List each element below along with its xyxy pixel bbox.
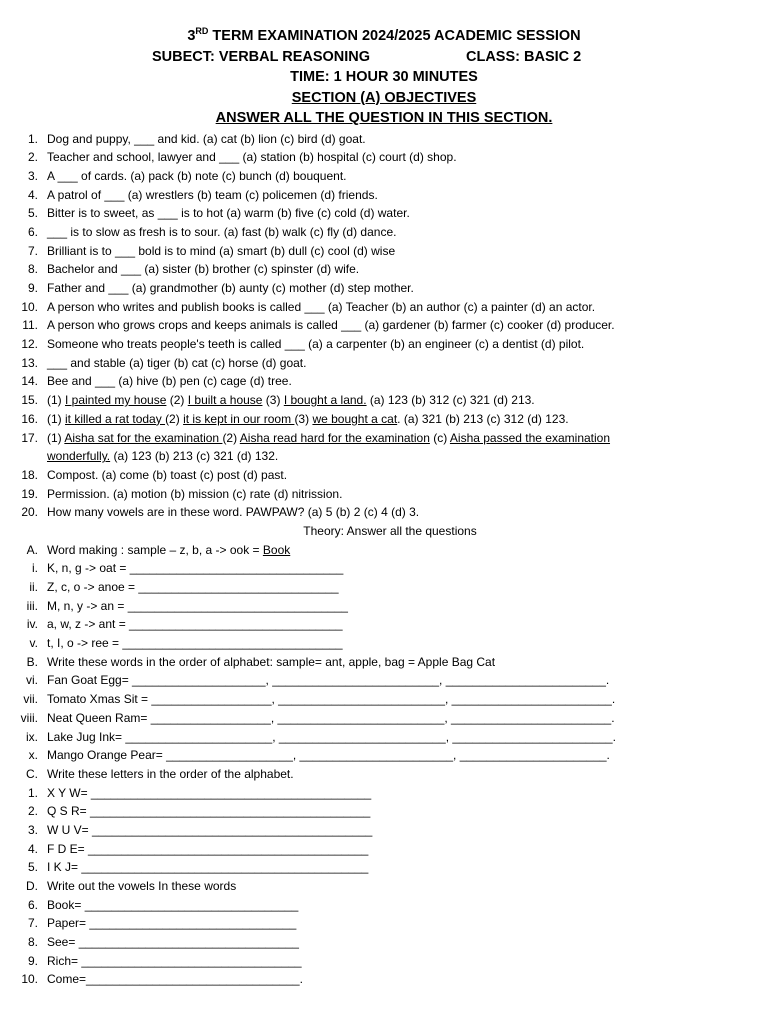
section-a-word-making bbox=[0, 541, 768, 653]
question-item bbox=[0, 410, 768, 429]
option-prefix: (c) bbox=[429, 430, 450, 445]
item-text: Come=________________________________. bbox=[47, 972, 303, 987]
item-text: Q S R= __________________________________________ bbox=[47, 804, 371, 819]
sentence-1: Aisha sat for the examination bbox=[64, 430, 223, 445]
question-number: 11. bbox=[22, 318, 38, 333]
item-text: t, I, o -> ree = _________________________________ bbox=[47, 636, 343, 651]
question-text: Teacher and school, lawyer and ___ (a) station (b) hospital (c) court (d) shop. bbox=[47, 150, 457, 165]
question-text: A patrol of ___ (a) wrestlers (b) team (c) policemen (d) friends. bbox=[47, 187, 378, 202]
item-text: Mango Orange Pear= ___________________, _______________________, ______________________. bbox=[47, 748, 610, 763]
item-number: 1. bbox=[27, 785, 38, 800]
question-text: Father and ___ (a) grandmother (b) aunty (c) mother (d) step mother. bbox=[47, 281, 414, 295]
objective-questions bbox=[0, 130, 768, 522]
item-number: 3. bbox=[27, 822, 38, 837]
item-text: Paper= _______________________________ bbox=[47, 916, 297, 931]
item-number: v. bbox=[29, 636, 38, 651]
item-number: i. bbox=[32, 561, 38, 576]
question-text: A person who writes and publish books is called ___ (a) Teacher (b) an author (c) a painter (d) an actor. bbox=[47, 299, 596, 314]
section-heading bbox=[0, 877, 768, 896]
option-prefix: (3) bbox=[294, 411, 313, 426]
item-number: vii. bbox=[23, 692, 38, 707]
question-item bbox=[0, 148, 768, 167]
section-instruction-text: Write these letters in the order of the alphabet. bbox=[47, 766, 294, 781]
question-text bbox=[47, 410, 569, 429]
exam-title bbox=[0, 26, 768, 47]
option-prefix: (3) bbox=[262, 393, 284, 408]
answer-line bbox=[0, 746, 768, 765]
question-number: 16. bbox=[21, 411, 38, 426]
section-b-alphabetical-words bbox=[0, 653, 768, 765]
item-text: Z, c, o -> anoe = ______________________________ bbox=[47, 580, 339, 594]
sentence-2: Aisha read hard for the examination bbox=[239, 430, 430, 445]
question-item bbox=[0, 372, 768, 391]
question-text: How many vowels are in these word. PAWPAW? (a) 5 (b) 2 (c) 4 (d) 3. bbox=[47, 505, 420, 520]
question-number: 6. bbox=[27, 224, 38, 239]
item-text: Tomato Xmas Sit = __________________, _________________________, ________________________. bbox=[47, 692, 616, 707]
section-letter: C. bbox=[26, 766, 38, 781]
section-instruction-text bbox=[47, 541, 290, 560]
item-text: Neat Queen Ram= __________________, _________________________, ________________________. bbox=[47, 710, 615, 725]
subject-label: SUBECT: VERBAL REASONING bbox=[152, 48, 371, 65]
item-number: 8. bbox=[27, 935, 38, 950]
question-text: ___ and stable (a) tiger (b) cat (c) horse (d) goat. bbox=[47, 355, 307, 370]
question-number: 20. bbox=[21, 505, 38, 520]
answer-options: (a) 123 (b) 213 (c) 321 (d) 132. bbox=[110, 449, 279, 464]
question-number: 18. bbox=[21, 467, 38, 482]
title-text: TERM EXAMINATION 2024/2025 ACADEMIC SESSION bbox=[208, 28, 581, 44]
item-text: M, n, y -> an = _________________________________ bbox=[47, 598, 348, 613]
question-text: Bitter is to sweet, as ___ is to hot (a) warm (b) five (c) cold (d) water. bbox=[47, 206, 410, 221]
question-text: Compost. (a) come (b) toast (c) post (d) past. bbox=[47, 467, 288, 482]
question-text: Bachelor and ___ (a) sister (b) brother (c) spinster (d) wife. bbox=[47, 262, 360, 277]
answer-options: . (a) 321 (b) 213 (c) 312 (d) 123. bbox=[397, 411, 569, 426]
answer-line bbox=[0, 578, 768, 597]
section-c-alphabetical-letters bbox=[0, 765, 768, 877]
item-text: a, w, z -> ant = ________________________________ bbox=[47, 617, 343, 632]
question-item bbox=[0, 466, 768, 485]
question-item bbox=[0, 242, 768, 261]
question-number: 17. bbox=[21, 430, 38, 445]
section-heading bbox=[0, 541, 768, 560]
item-number: ix. bbox=[26, 729, 38, 744]
item-number: ii. bbox=[29, 580, 38, 594]
answer-line bbox=[0, 709, 768, 728]
item-number: 5. bbox=[27, 860, 38, 875]
item-text: X Y W= __________________________________________ bbox=[47, 785, 372, 800]
item-text: I K J= ___________________________________________ bbox=[47, 860, 369, 875]
sentence-2: I built a house bbox=[187, 393, 263, 408]
question-number: 7. bbox=[27, 243, 38, 258]
answer-line bbox=[0, 559, 768, 578]
section-letter: D. bbox=[26, 879, 38, 893]
answer-line bbox=[0, 671, 768, 690]
question-item bbox=[0, 279, 768, 298]
question-number: 13. bbox=[21, 355, 38, 370]
item-text: Rich= _________________________________ bbox=[47, 953, 302, 968]
time-label: TIME: 1 HOUR 30 MINUTES bbox=[290, 69, 478, 85]
item-number: 10. bbox=[21, 972, 38, 987]
section-heading bbox=[0, 653, 768, 672]
answer-line bbox=[0, 802, 768, 821]
option-prefix: (2) bbox=[165, 411, 184, 426]
sentence-3: we bought a cat bbox=[312, 411, 398, 426]
item-text: Lake Jug Ink= ______________________, _________________________, ________________________. bbox=[47, 729, 616, 744]
question-number: 15. bbox=[21, 393, 38, 408]
section-instruction-text: Write out the vowels In these words bbox=[47, 879, 237, 893]
question-text bbox=[47, 391, 535, 410]
question-item bbox=[0, 130, 768, 149]
sentence-3: I bought a land. bbox=[283, 393, 367, 408]
question-number: 2. bbox=[27, 150, 38, 165]
instruction-text: ANSWER ALL THE QUESTION IN THIS SECTION. bbox=[215, 110, 553, 126]
question-text: Someone who treats people's teeth is called ___ (a) a carpenter (b) an engineer (c) a dentist (d) pilot. bbox=[47, 337, 585, 352]
question-number: 9. bbox=[27, 281, 38, 295]
title-ordinal: 3 bbox=[187, 28, 196, 44]
item-number: 7. bbox=[27, 916, 38, 931]
option-prefix: (1) bbox=[47, 430, 65, 445]
question-number: 3. bbox=[27, 168, 38, 183]
item-text: Fan Goat Egg= ____________________, _________________________, ________________________. bbox=[47, 673, 610, 688]
item-text: See= _________________________________ bbox=[47, 935, 299, 950]
item-number: vi. bbox=[26, 673, 38, 688]
title-ordinal-suffix: RD bbox=[195, 26, 209, 37]
section-instruction-text: Write these words in the order of alphabet: sample= ant, apple, bag = Apple Bag Cat bbox=[47, 654, 496, 669]
item-number: 9. bbox=[27, 953, 38, 968]
question-text-continued bbox=[47, 447, 278, 466]
sentence-2: it is kept in our room bbox=[183, 411, 295, 426]
answer-line bbox=[0, 952, 768, 971]
question-item bbox=[0, 503, 768, 522]
class-label: CLASS: BASIC 2 bbox=[466, 48, 582, 65]
item-text: F D E= __________________________________________ bbox=[47, 841, 369, 856]
subject-class-line bbox=[0, 47, 768, 68]
question-text: ___ is to slow as fresh is to sour. (a) fast (b) walk (c) fly (d) dance. bbox=[47, 224, 397, 239]
question-item bbox=[0, 316, 768, 335]
section-d-vowels bbox=[0, 877, 768, 989]
question-item bbox=[0, 429, 768, 448]
item-number: viii. bbox=[20, 710, 38, 725]
question-text: Dog and puppy, ___ and kid. (a) cat (b) lion (c) bird (d) goat. bbox=[47, 131, 366, 146]
answer-line bbox=[0, 858, 768, 877]
question-number: 14. bbox=[21, 374, 38, 389]
section-heading bbox=[0, 765, 768, 784]
question-item bbox=[0, 391, 768, 410]
question-item bbox=[0, 223, 768, 242]
answer-line bbox=[0, 970, 768, 989]
question-number: 8. bbox=[27, 262, 38, 277]
sample-text: Word making : sample – z, b, a -> ook = bbox=[47, 542, 263, 557]
question-item bbox=[0, 485, 768, 504]
section-letter: A. bbox=[26, 542, 38, 557]
item-text: W U V= __________________________________________ bbox=[47, 822, 373, 837]
question-text: Permission. (a) motion (b) mission (c) rate (d) nitrission. bbox=[47, 486, 343, 501]
section-letter: B. bbox=[26, 654, 38, 669]
answer-options: (a) 123 (b) 312 (c) 321 (d) 213. bbox=[366, 393, 535, 408]
answer-line bbox=[0, 914, 768, 933]
option-prefix: (2) bbox=[222, 430, 240, 445]
question-item bbox=[0, 354, 768, 373]
question-number: 12. bbox=[21, 337, 38, 352]
answer-line bbox=[0, 615, 768, 634]
item-text: K, n, g -> oat = ________________________________ bbox=[47, 561, 344, 576]
question-text: Brilliant is to ___ bold is to mind (a) smart (b) dull (c) cool (d) wise bbox=[47, 243, 396, 258]
item-number: 2. bbox=[27, 804, 38, 819]
question-number: 19. bbox=[21, 486, 38, 501]
question-number: 10. bbox=[21, 299, 38, 314]
answer-line bbox=[0, 597, 768, 616]
answer-line bbox=[0, 840, 768, 859]
question-item bbox=[0, 204, 768, 223]
item-number: 6. bbox=[27, 897, 38, 912]
question-item bbox=[0, 186, 768, 205]
theory-title: Theory: Answer all the questions bbox=[303, 523, 477, 538]
item-number: iv. bbox=[26, 617, 38, 632]
question-item bbox=[0, 167, 768, 186]
answer-line bbox=[0, 821, 768, 840]
answer-line bbox=[0, 728, 768, 747]
question-text: A person who grows crops and keeps animals is called ___ (a) gardener (b) farmer (c) cooker (d) producer. bbox=[47, 318, 615, 333]
option-prefix: (2) bbox=[166, 393, 188, 408]
sentence-1: it killed a rat today bbox=[65, 411, 166, 426]
question-item bbox=[0, 298, 768, 317]
question-item bbox=[0, 335, 768, 354]
answer-line bbox=[0, 634, 768, 653]
item-text: Book= ________________________________ bbox=[47, 897, 299, 912]
option-prefix: (1) bbox=[47, 411, 65, 426]
item-number: iii. bbox=[26, 598, 38, 613]
item-number: 4. bbox=[27, 841, 38, 856]
sentence-3-end: wonderfully. bbox=[47, 449, 111, 464]
section-title-text: SECTION (A) OBJECTIVES bbox=[291, 89, 477, 106]
section-instruction bbox=[0, 108, 768, 129]
question-text: Bee and ___ (a) hive (b) pen (c) cage (d) tree. bbox=[47, 374, 292, 389]
question-continuation bbox=[0, 447, 768, 466]
section-title bbox=[0, 88, 768, 109]
question-number: 1. bbox=[27, 131, 38, 146]
question-item bbox=[0, 260, 768, 279]
sentence-1: I painted my house bbox=[65, 393, 167, 408]
question-number: 4. bbox=[27, 187, 38, 202]
sentence-3: Aisha passed the examination bbox=[449, 430, 611, 445]
option-prefix: (1) bbox=[47, 393, 65, 408]
answer-line bbox=[0, 784, 768, 803]
item-number: x. bbox=[28, 748, 38, 763]
sample-answer: Book bbox=[262, 542, 291, 557]
answer-line bbox=[0, 933, 768, 952]
question-text bbox=[47, 429, 610, 448]
answer-line bbox=[0, 896, 768, 915]
answer-line bbox=[0, 690, 768, 709]
question-text: A ___ of cards. (a) pack (b) note (c) bunch (d) bouquent. bbox=[47, 168, 347, 183]
question-number: 5. bbox=[27, 206, 38, 221]
